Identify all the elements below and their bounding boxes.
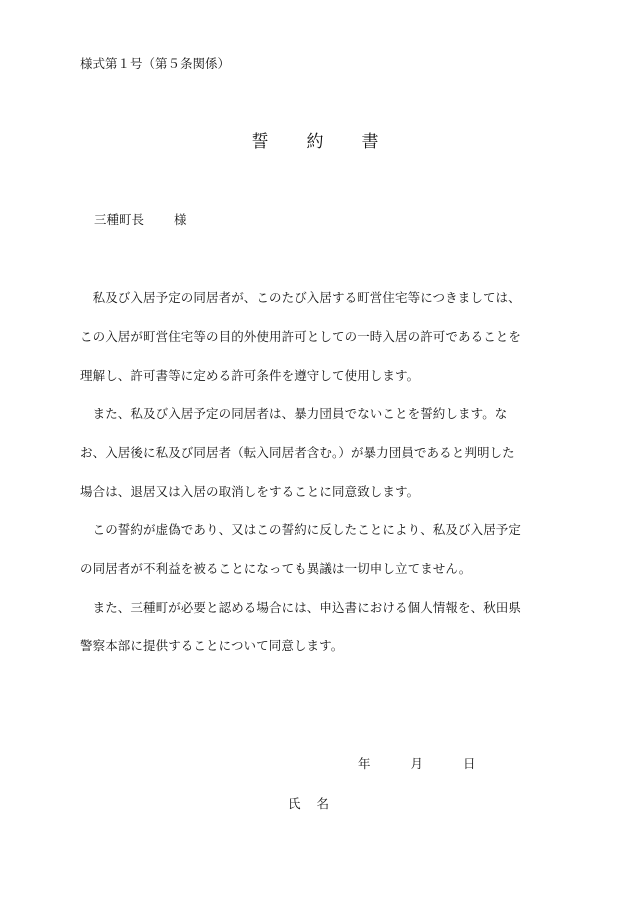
name-label-mei: 名: [316, 796, 330, 811]
body-line-8: の同居者が不利益を被ることになっても異議は一切申し立てません。: [80, 561, 472, 576]
addressee-name: 三種町長: [94, 212, 145, 227]
title-char-3: 書: [361, 132, 379, 152]
document-title: [0, 132, 630, 152]
body-line-1: 私及び入居予定の同居者が、このたび入居する町営住宅等につきましては、: [80, 290, 521, 305]
body-line-9: また、三種町が必要と認める場合には、申込書における個人情報を、秋田県: [80, 600, 522, 615]
title-char-2: 約: [306, 132, 324, 152]
addressee-honorific: 様: [174, 212, 187, 227]
title-char-1: 誓: [251, 132, 269, 152]
form-number: 様式第１号（第５条関係）: [80, 56, 231, 71]
body-line-2: この入居が町営住宅等の目的外使用許可としての一時入居の許可であることを: [80, 329, 522, 344]
addressee: [94, 212, 187, 228]
body-line-4: また、私及び入居予定の同居者は、暴力団員でないことを誓約します。な: [80, 406, 508, 421]
body-line-6: 場合は、退居又は入居の取消しをすることに同意致します。: [80, 484, 420, 499]
name-label-shi: 氏: [288, 796, 301, 811]
date-line: [358, 756, 476, 772]
body-line-3: 理解し、許可書等に定める許可条件を遵守して使用します。: [80, 368, 420, 383]
body-line-7: この誓約が虚偽であり、又はこの誓約に反したことにより、私及び入居予定: [80, 522, 522, 537]
day-label: 日: [463, 756, 476, 771]
year-label: 年: [358, 756, 371, 771]
signature-line: [288, 796, 329, 812]
month-label: 月: [410, 756, 424, 771]
body-line-5: お、入居後に私及び同居者（転入同居者含む。）が暴力団員であると判明した: [80, 445, 515, 460]
body-line-10: 警察本部に提供することについて同意します。: [80, 638, 344, 653]
